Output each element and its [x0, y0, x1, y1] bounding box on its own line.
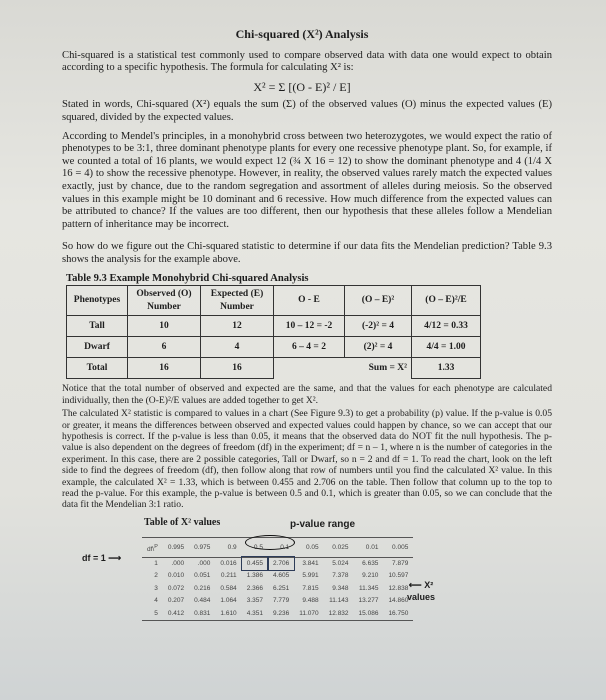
arrow-left-icon: ⟵	[408, 579, 422, 590]
header-cell: (O – E)²	[345, 286, 412, 316]
cell: 12	[201, 316, 274, 337]
chi-cell: .000	[171, 559, 185, 567]
p-header-cell: 0.5	[242, 537, 268, 557]
so-how-paragraph: So how do we figure out the Chi-squared statistic to determine if our data fits the Mendelian prediction? Table 9.3 shows the analysis for the example above.	[62, 241, 552, 265]
chi-cell: 5	[154, 609, 158, 617]
chi-cell: 11.143	[329, 597, 349, 605]
cell: 6	[128, 337, 201, 358]
table-9-3-caption: Table 9.3 Example Monohybrid Chi-squared Analysis	[66, 272, 309, 284]
chi-squared-formula: X² = Σ [(O - E)² / E]	[253, 79, 351, 94]
chi-cell: 10.597	[388, 572, 409, 580]
cell: (2)² = 4	[345, 337, 412, 358]
p-corner: P	[154, 543, 158, 550]
chi-cell: 1.064	[220, 597, 237, 605]
chi-row	[142, 557, 413, 570]
cell: 16	[128, 358, 201, 379]
chi-cell: 7.815	[302, 584, 319, 592]
chi-cell: 0.216	[194, 584, 211, 592]
p-value-range-label: p-value range	[290, 518, 356, 530]
document-page	[52, 22, 552, 627]
chi-cell: 1	[154, 559, 158, 567]
chi-cell: 4.605	[272, 572, 290, 580]
chi-cell: 2.366	[246, 584, 263, 592]
chi-cell: 0.211	[220, 572, 237, 580]
chi-cell: 13.277	[358, 597, 379, 605]
chi-cell: 0.072	[167, 584, 185, 592]
chi-cell: 0.484	[194, 597, 211, 605]
chi-cell: 3	[154, 584, 158, 592]
cell: 6 – 4 = 2	[274, 337, 345, 358]
cell: 1.33	[412, 358, 481, 379]
table-header-row	[67, 286, 481, 316]
cell: (-2)² = 4	[345, 316, 412, 337]
chi-cell: 1.610	[220, 609, 237, 617]
cell: 10 – 12 = -2	[274, 316, 345, 337]
cell: 4/4 = 1.00	[412, 337, 481, 358]
chi-cell: 0.051	[194, 572, 211, 580]
header-cell: Expected (E) Number	[201, 286, 274, 316]
chi-cell: 7.779	[272, 597, 290, 605]
chi-row	[142, 570, 413, 583]
df-label	[82, 552, 121, 565]
p-header-cell: 0.025	[324, 537, 354, 557]
p-header-cell: 0.9	[215, 537, 241, 557]
chi-row	[142, 595, 413, 608]
notice-paragraph: Notice that the total number of observed and expected are the same, and that the values for each phenotype are calculated individually, then the (O-E)²/E values are added together to get X².	[62, 383, 552, 406]
chi-cell: 14.860	[388, 597, 409, 605]
p-header-cell: 0.05	[294, 537, 323, 557]
calc-paragraph: The calculated X² statistic is compared to values in a chart (See Figure 9.3) to get a probability (p) value. If the p-value is 0.05 or greater, it means the differences between observed and expected values could happen by chance, so we can accept that our hypothesis is correct. If the p-value is less than 0.05, it means that the observed data do NOT fit the null hypothesis. The p-value is also dependent on the degrees of freedom (df) in the experiment; df = n – 1, where n is the number of categories in the experiment. In this case, there are 2 possible categories, Tall or Dwarf, so n = 2 and df = 1. To read the chart, look on the left side to find the degrees of freedom (df), then follow along that row of numbers until you find the calculated X² value. In this example, the calculated X² = 1.33, which is between 0.455 and 2.706 on the table. Then follow that column up to the top to read the p-value. For this example, the p-value is between 0.5 and 0.1, which is greater than 0.05, so we can conclude that the data fit the Mendelian 3:1 ratio.	[62, 408, 552, 511]
intro-paragraph: Chi-squared is a statistical test commonly used to compare observed data with data one would expect to obtain according to a specific hypothesis. The formula for calculating X² is:	[62, 49, 552, 74]
chi-row	[142, 583, 413, 596]
chi-cell: 9.210	[362, 572, 379, 580]
corner-cell: df\$^P$	[142, 537, 163, 557]
chi-cell: 5.024	[332, 559, 349, 567]
chi-cell: 3.841	[302, 559, 319, 567]
chi-cell: 2	[154, 572, 158, 580]
cell: Dwarf	[67, 337, 128, 358]
chi-cell: 12.832	[328, 609, 349, 617]
chi-cell: 6.251	[272, 584, 290, 592]
chi-cell: 4	[154, 597, 158, 605]
df-label-text: df = 1	[82, 552, 106, 563]
chi-table-caption: Table of X² values	[144, 516, 221, 528]
table-row	[67, 358, 481, 379]
chi-cell: 5.991	[302, 572, 319, 580]
chi-cell: 1.386	[246, 572, 263, 580]
cell: Sum = X²	[368, 363, 407, 374]
page-title: Chi-squared (X²) Analysis	[235, 27, 369, 41]
chi-cell: 0.831	[194, 609, 211, 617]
p-range-circle	[245, 535, 295, 550]
chi-cell: 0.016	[220, 559, 237, 567]
chi-cell: 11.345	[359, 584, 379, 592]
chi-cell: 0.207	[167, 597, 185, 605]
chi-square-table-figure	[52, 517, 552, 627]
cell: Tall	[67, 316, 128, 337]
chi-cell: 15.086	[358, 609, 379, 617]
cell: Total	[67, 358, 128, 379]
cell: 4	[201, 337, 274, 358]
chi-cell: 0.455	[242, 557, 268, 570]
header-cell: Phenotypes	[67, 286, 128, 316]
p-header-cell: 0.01	[354, 537, 384, 557]
table-row	[67, 337, 481, 358]
header-cell: Observed (O) Number	[128, 286, 201, 316]
stated-paragraph: Stated in words, Chi-squared (X²) equals the sum (Σ) of the observed values (O) minus the expected values (E) squared, divided by the expected values.	[62, 99, 552, 123]
chi-cell: 9.488	[302, 597, 319, 605]
cell: 10	[128, 316, 201, 337]
cell	[274, 358, 345, 379]
chi-cell: 12.838	[388, 584, 409, 592]
chi-cell: 7.378	[332, 572, 349, 580]
chi-cell: 9.348	[332, 584, 349, 592]
mendel-paragraph: According to Mendel's principles, in a monohybrid cross between two heterozygotes, we would expect the ratio of phenotypes to be 3:1, three dominant phenotype plants for every one recessive phenotype plant. So, for example, if we counted a total of 16 plants, we would expect 12 (¾ X 16 = 12) to show the dominant phenotype and 4 (1/4 X 16 = 4) to show the recessive phenotype. However, in reality, the observed values rarely match the expected values exactly, just by chance, due to the random segregation and assortment of alleles during meiosis. So the observed values in this example might be 10 dominant and 6 recessive. How much difference from the expected values can be attributed to chance? If the values are too different, then our hypothesis that these alleles follow a Mendelian pattern of inheritance may be incorrect.	[62, 130, 552, 230]
x2-label-text: X²	[424, 579, 434, 590]
p-header-cell: 0.1	[268, 537, 294, 557]
table-row	[67, 316, 481, 337]
chi-cell: 4.351	[246, 609, 263, 617]
table-9-3	[66, 285, 481, 379]
chi-cell: 6.635	[362, 559, 379, 567]
chi-cell: 7.879	[392, 559, 409, 567]
p-header-cell: 0.975	[189, 537, 215, 557]
cell: 4/12 = 0.33	[412, 316, 481, 337]
header-cell: (O – E)²/E	[412, 286, 481, 316]
values-label-text: values	[407, 592, 436, 603]
df-corner: df	[147, 545, 153, 553]
chi-cell: .000	[197, 559, 211, 567]
chi-cell: 0.010	[167, 572, 185, 580]
arrow-right-icon: ⟶	[108, 552, 122, 563]
chi-cell: 9.236	[272, 609, 290, 617]
chi-row	[142, 608, 413, 621]
cell: 16	[201, 358, 274, 379]
chi-cell: 2.706	[268, 557, 294, 570]
chi-cell: 0.584	[220, 584, 237, 592]
p-header-cell: 0.995	[163, 537, 189, 557]
p-header-cell: 0.005	[383, 537, 413, 557]
chi-cell: 0.412	[167, 609, 185, 617]
chi-cell: 3.357	[246, 597, 263, 605]
chi-cell: 11.070	[299, 609, 319, 617]
chi-cell: 16.750	[388, 609, 409, 617]
header-cell: O - E	[274, 286, 345, 316]
